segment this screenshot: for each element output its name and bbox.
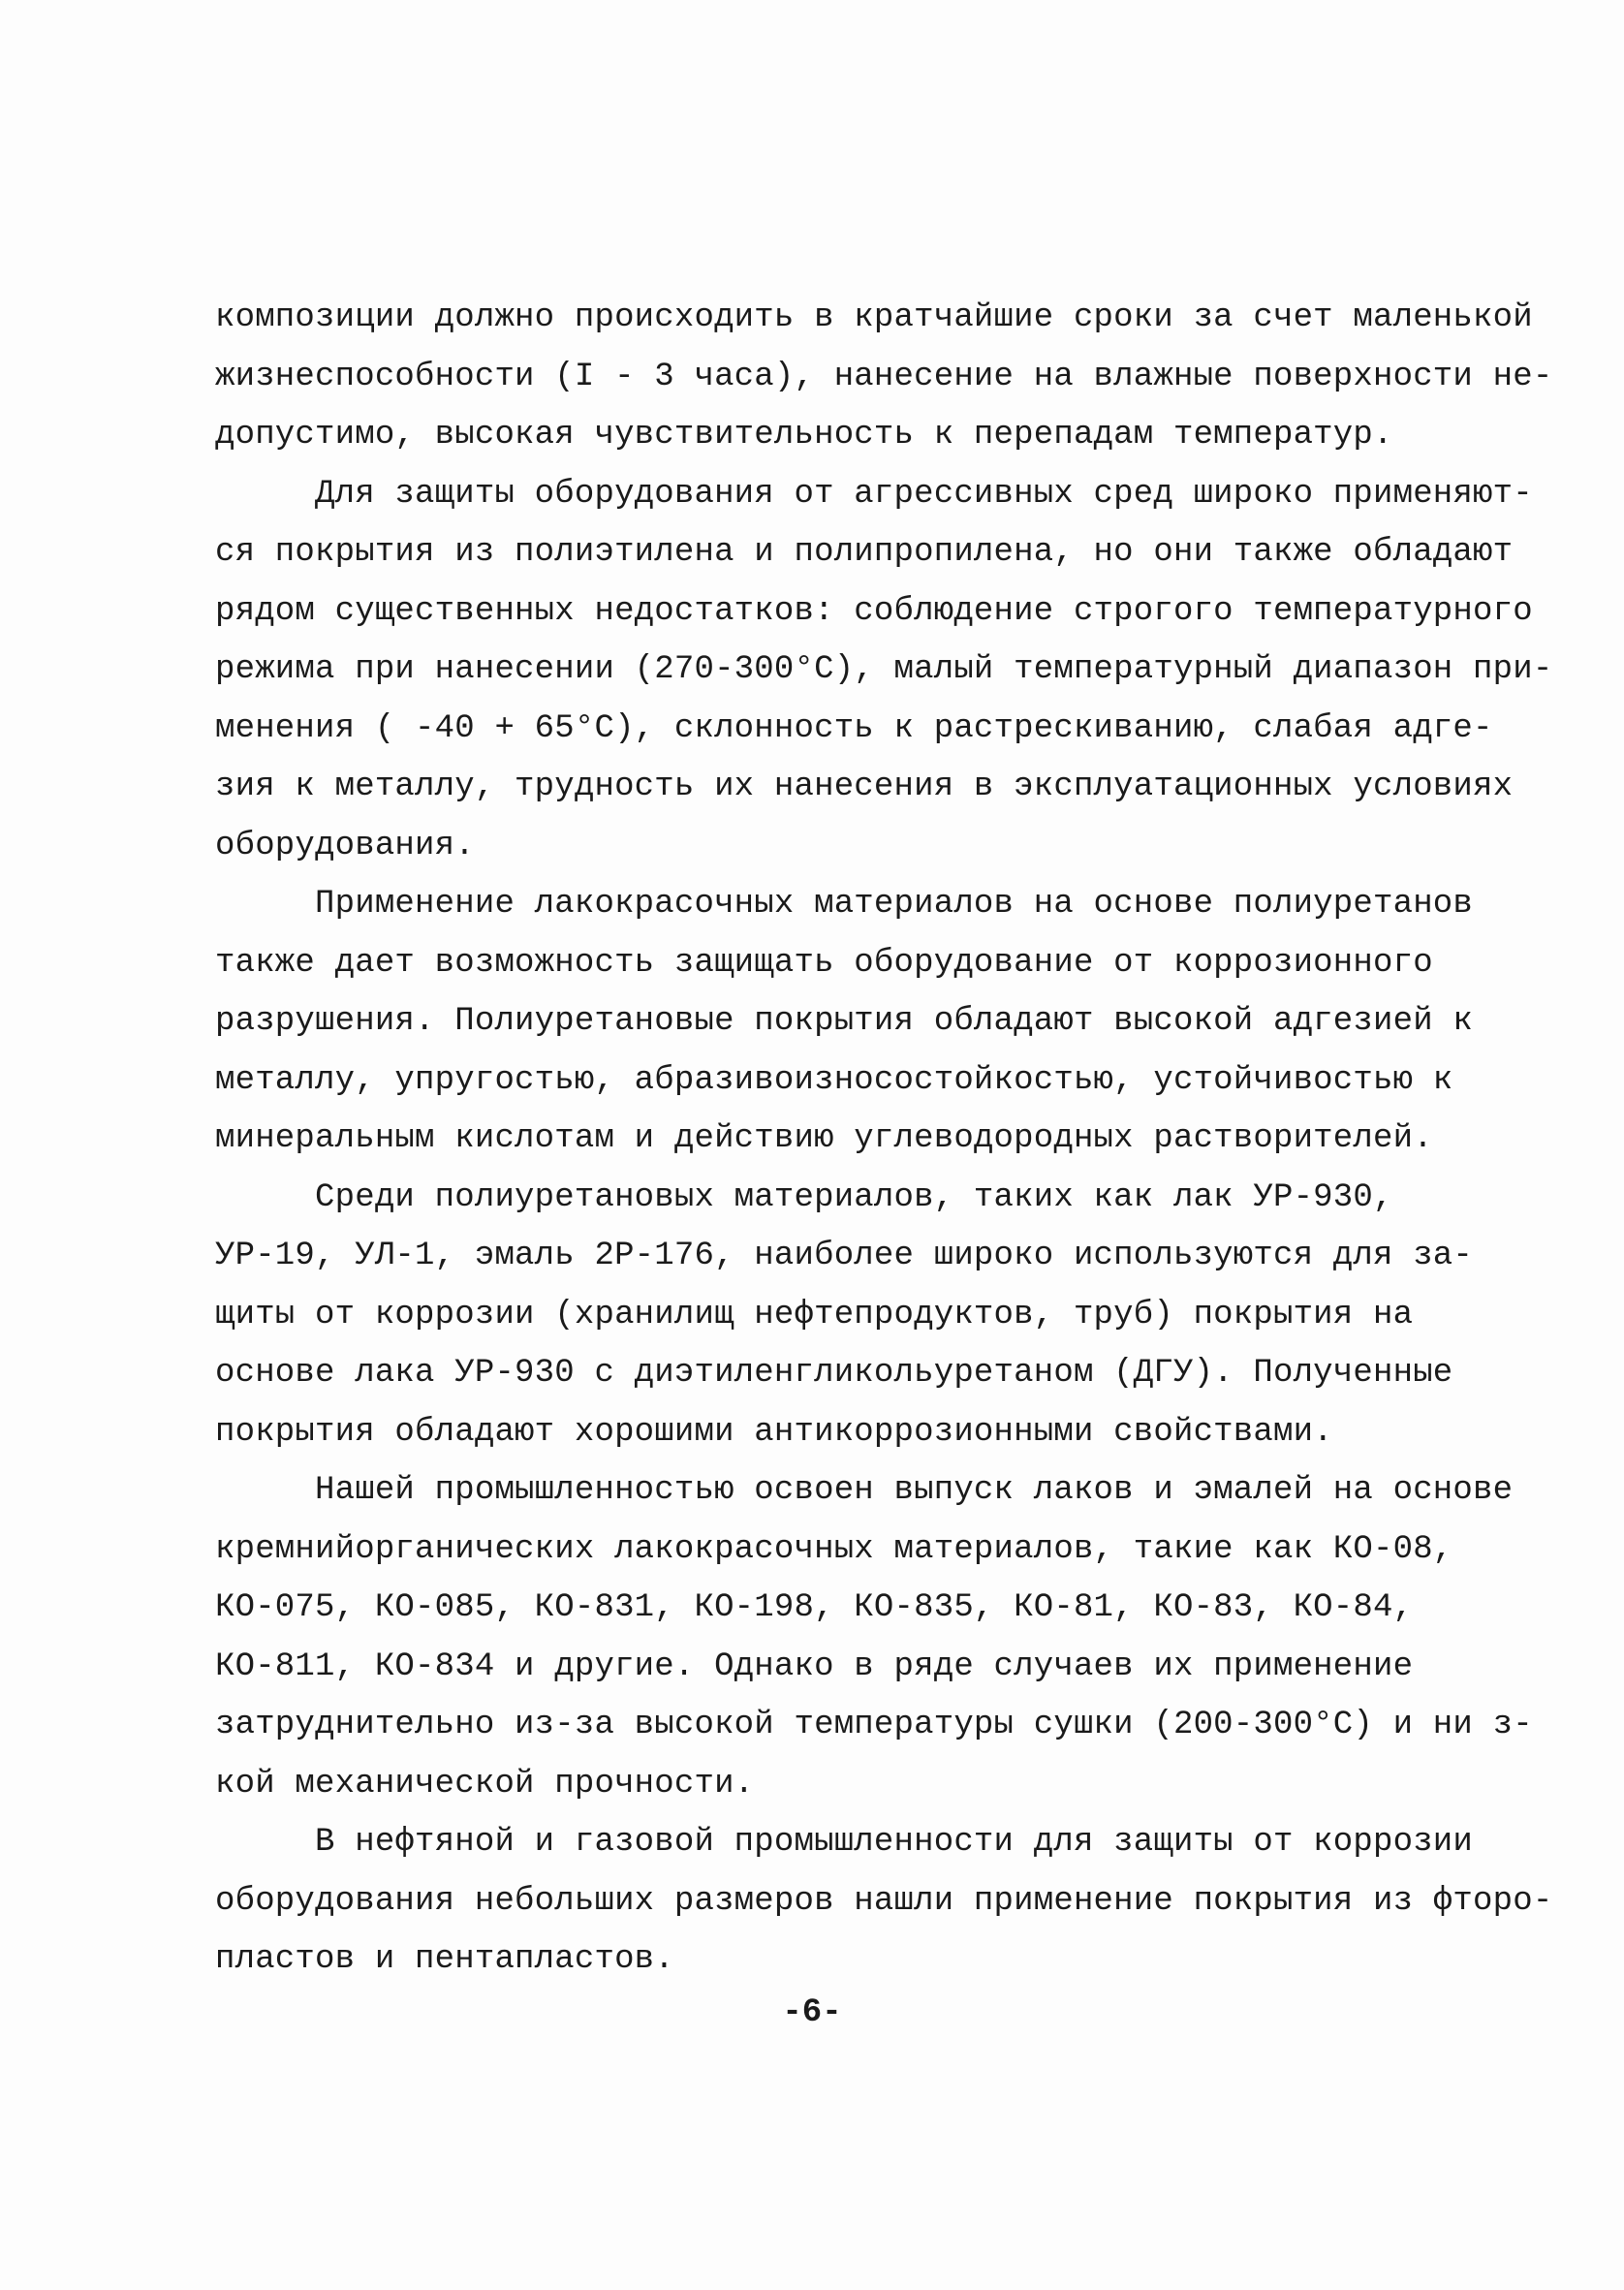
text-line: УР-19, УЛ-1, эмаль 2Р-176, наиболее широко используются для за-	[215, 1238, 1474, 1274]
text-line: Среди полиуретановых материалов, таких как лак УР-930,	[215, 1178, 1393, 1216]
text-line: разрушения. Полиуретановые покрытия обладают высокой адгезией к	[215, 1003, 1474, 1040]
text-line: основе лака УР-930 с диэтиленгликольуретаном (ДГУ). Полученные	[215, 1355, 1453, 1392]
body-text	[215, 289, 1553, 1990]
text-line: рядом существенных недостатков: соблюдение строгого температурного	[215, 592, 1533, 630]
text-line: оборудования.	[215, 827, 475, 864]
text-line: Нашей промышленностью освоен выпуск лаков и эмалей на основе	[215, 1472, 1514, 1509]
text-line: режима при нанесении (270-300°С), малый температурный диапазон при-	[215, 651, 1553, 688]
text-line: В нефтяной и газовой промышленности для защиты от коррозии	[215, 1824, 1474, 1861]
page-number: -6-	[782, 1994, 842, 2031]
text-line: композиции должно происходить в кратчайшие сроки за счет маленькой	[215, 299, 1533, 336]
text-line: также дает возможность защищать оборудование от коррозионного	[215, 944, 1433, 982]
text-line: Применение лакокрасочных материалов на основе полиуретанов	[215, 886, 1474, 923]
text-line: зия к металлу, трудность их нанесения в эксплуатационных условиях	[215, 769, 1514, 805]
text-line: щиты от коррозии (хранилищ нефтепродуктов, труб) покрытия на	[215, 1296, 1414, 1333]
text-line: покрытия обладают хорошими антикоррозионными свойствами.	[215, 1413, 1333, 1451]
text-line: жизнеспособности (I - 3 часа), нанесение на влажные поверхности не-	[215, 358, 1553, 395]
text-line: КО-075, КО-085, КО-831, КО-198, КО-835, КО-81, КО-83, КО-84,	[215, 1589, 1414, 1626]
text-line: оборудования небольших размеров нашли применение покрытия из фторо-	[215, 1882, 1553, 1920]
text-line: ся покрытия из полиэтилена и полипропилена, но они также обладают	[215, 534, 1514, 571]
text-line: КО-811, КО-834 и другие. Однако в ряде случаев их применение	[215, 1647, 1414, 1685]
text-line: допустимо, высокая чувствительность к перепадам температур.	[215, 417, 1393, 454]
text-line: Для защиты оборудования от агрессивных сред широко применяют-	[215, 475, 1533, 513]
text-line: менения ( -40 + 65°С), склонность к растрескиванию, слабая адге-	[215, 709, 1493, 747]
text-line: пластов и пентапластов.	[215, 1941, 674, 1978]
text-line: кремнийорганических лакокрасочных материалов, такие как КО-08,	[215, 1530, 1453, 1568]
text-line: кой механической прочности.	[215, 1765, 755, 1803]
text-line: затруднительно из-за высокой температуры сушки (200-300°С) и ни з-	[215, 1707, 1533, 1743]
text-line: металлу, упругостью, абразивоизносостойкостью, устойчивостью к	[215, 1061, 1453, 1099]
text-line: минеральным кислотам и действию углеводородных растворителей.	[215, 1120, 1433, 1157]
